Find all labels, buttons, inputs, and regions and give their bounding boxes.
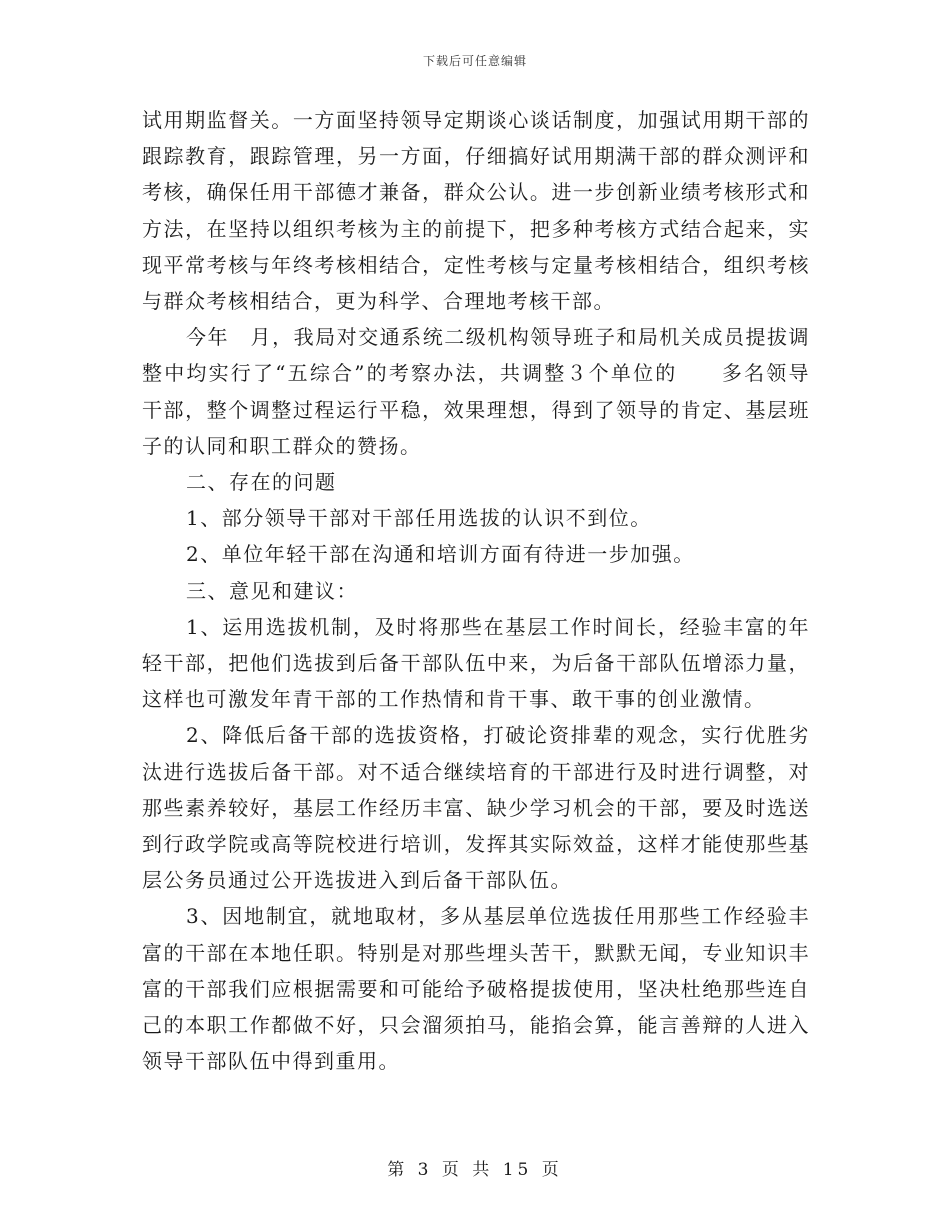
suggestion-item-1: 1、运用选拔机制，及时将那些在基层工作时间长，经验丰富的年轻干部，把他们选拔到后备干部队伍中来，为后备干部队伍增添力量，这样也可激发年青干部的工作热情和肯干事、敢干事的创业激情。 xyxy=(142,614,810,712)
paragraph-five-integration: 今年 月，我局对交通系统二级机构领导班子和局机关成员提拔调整中均实行了“五综合”的考察办法，共调整３个单位的 多名领导干部，整个调整过程运行平稳，效果理想，得到了领导的肯定、基层班子的认同和职工群众的赞扬。 xyxy=(142,325,810,458)
page-number-footer: 第 3 页 共 15 页 xyxy=(387,1160,563,1180)
paragraph-probation-review: 试用期监督关。一方面坚持领导定期谈心谈话制度，加强试用期干部的跟踪教育，跟踪管理，另一方面，仔细搞好试用期满干部的群众测评和考核，确保任用干部德才兼备，群众公认。进一步创新业绩考核形式和方法，在坚持以组织考核为主的前提下，把多种考核方式结合起来，实现平常考核与年终考核相结合，定性考核与定量考核相结合，组织考核与群众考核相结合，更为科学、合理地考核干部。 xyxy=(142,108,810,314)
section-heading-problems: 二、存在的问题 xyxy=(186,470,337,495)
suggestion-item-2: 2、降低后备干部的选拔资格，打破论资排辈的观念，实行优胜劣汰进行选拔后备干部。对不适合继续培育的干部进行及时进行调整，对那些素养较好，基层工作经历丰富、缺少学习机会的干部，要及时选送到行政学院或高等院校进行培训，发挥其实际效益，这样才能使那些基层公务员通过公开选拔进入到后备干部队伍。 xyxy=(142,723,810,893)
section-heading-suggestions: 三、意见和建议： xyxy=(186,578,358,603)
suggestion-item-3: 3、因地制宜，就地取材，多从基层单位选拔任用那些工作经验丰富的干部在本地任职。特别是对那些埋头苦干，默默无闻，专业知识丰富的干部我们应根据需要和可能给予破格提拔使用，坚决杜绝那些连自己的本职工作都做不好，只会溜须拍马，能掐会算，能言善辩的人进入领导干部队伍中得到重用。 xyxy=(142,904,810,1074)
page-header-note: 下载后可任意编辑 xyxy=(422,54,527,68)
problem-item-1: 1、部分领导干部对干部任用选拔的认识不到位。 xyxy=(186,506,652,531)
problem-item-2: 2、单位年轻干部在沟通和培训方面有待进一步加强。 xyxy=(186,542,695,567)
document-body xyxy=(142,102,810,1079)
